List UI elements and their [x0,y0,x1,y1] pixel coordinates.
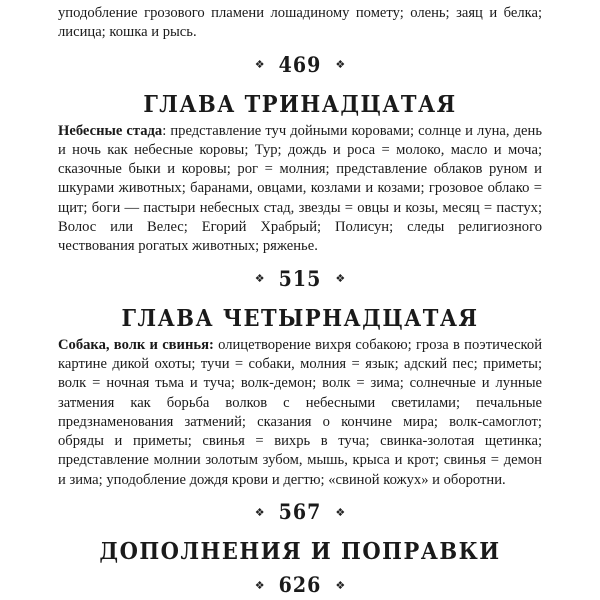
ornament-right-icon: ❖ [335,505,346,519]
ornament-right-icon: ❖ [335,578,346,592]
chapter-title: ГЛАВА ЧЕТЫРНАДЦАТАЯ [121,303,479,331]
chapter-summary [58,336,542,490]
continuation-paragraph [58,4,542,43]
page-number: 469 [278,51,322,78]
page-number: 567 [278,499,322,525]
chapter-summary [58,122,542,257]
chapter-title: ГЛАВА ТРИНАДЦАТАЯ [143,89,457,117]
page-reference [58,500,542,524]
ornament-left-icon: ❖ [254,58,265,72]
chapter-title: ДОПОЛНЕНИЯ И ПОПРАВКИ [99,536,501,565]
ornament-left-icon: ❖ [254,578,265,592]
ornament-right-icon: ❖ [335,58,346,72]
ornament-left-icon: ❖ [254,505,265,519]
page-number: 515 [278,266,322,292]
summary-lead: Небесные стада [58,122,163,139]
page-number: 626 [278,572,322,598]
summary-text: : представление туч дойными коровами; солнце и луна, день и ночь как небесные коровы; Тур; дождь и роса = молоко, масло и моча; сказочные быки и коровы; рог = молния; представление облаков руном и шкурами животных; баранами, овцами, козлами и козами; грозовое облако = щит; боги — пастыри небесных стад, звезды = овцы и козы, месяц = пастух; Волос или Велес; Егорий Храбрый; Полисун; следы религиозного чествования рогатых животных; ряженье. [58,122,543,255]
ornament-right-icon: ❖ [335,272,346,286]
page-reference [58,53,542,77]
book-page [58,4,542,597]
summary-lead: Собака, волк и свинья: [58,336,214,353]
page-reference [58,267,542,291]
summary-text: олицетворение вихря собакою; гроза в поэтической картине дикой охоты; тучи = собаки, молния = язык; адский пес; приметы; волк = ночная тьма и туча; волк-демон; волк = зима; солнечные и лунные затмения как борьба волков с небесными светилами; печальные предзнаменования затмений; сказания о кончине мира; волк-самоглот; обряды и приметы; свинья = вихрь в туча; свинка-золотая щетинка; представление молнии золотым зубом, мышь, крыса и крот; свинья = демон и зима; уподобление дождя крови и дегтю; «свиной кожух» и оборотни. [58,336,542,488]
paragraph-text: уподобление грозового пламени лошадиному помету; олень; заяц и белка; лисица; кошка и рысь. [58,5,542,41]
ornament-left-icon: ❖ [254,272,265,286]
page-reference [58,573,542,597]
